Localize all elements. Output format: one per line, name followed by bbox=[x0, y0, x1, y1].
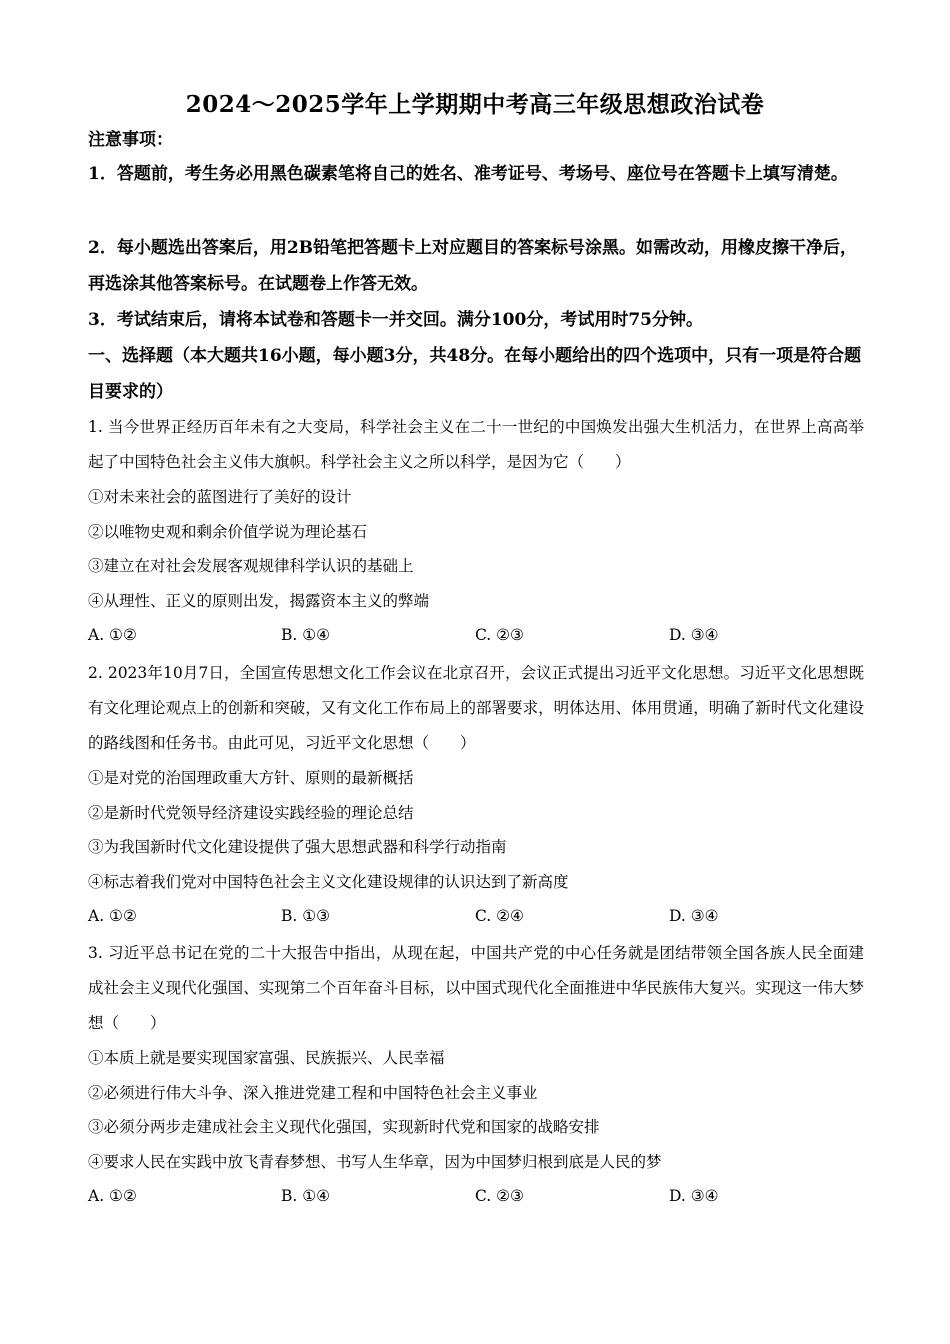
section-heading: 一、选择题（本大题共16小题，每小题3分，共48分。在每小题给出的四个选项中，只有一项是符合题目要求的） bbox=[88, 346, 862, 402]
question-stem: 3. 习近平总书记在党的二十大报告中指出，从现在起，中国共产党的中心任务就是团结带领全国各族人民全面建成社会主义现代化强国、实现第二个百年奋斗目标，以中国式现代化全面推进中华民族伟大复兴。实现这一伟大梦想（ ） bbox=[88, 944, 864, 1032]
choice-d: D. ③④ bbox=[669, 1187, 719, 1205]
question-stem: 2. 2023年10月7日，全国宣传思想文化工作会议在北京召开，会议正式提出习近平文化思想。习近平文化思想既有文化理论观点上的创新和突破，又有文化工作布局上的部署要求，明体达用、体用贯通，明确了新时代文化建设的路线图和任务书。由此可见，习近平文化思想（ ） bbox=[88, 664, 864, 752]
notice-item-3: 3．考试结束后，请将本试卷和答题卡一并交回。满分100分，考试用时75分钟。 bbox=[88, 310, 703, 330]
notice-heading: 注意事项： bbox=[88, 130, 173, 150]
statement-2: ②以唯物史观和剩余价值学说为理论基石 bbox=[88, 522, 368, 541]
answer-choices bbox=[88, 1179, 864, 1213]
choice-b: B. ①③ bbox=[281, 907, 331, 925]
notice-item-1: 1．答题前，考生务必用黑色碳素笔将自己的姓名、准考证号、考场号、座位号在答题卡上填写清楚。 bbox=[88, 164, 848, 184]
choice-a: A. ①② bbox=[88, 907, 137, 925]
choice-a: A. ①② bbox=[88, 1187, 137, 1205]
question-3 bbox=[88, 936, 864, 1213]
question-1 bbox=[88, 410, 864, 652]
statement-1: ①是对党的治国理政重大方针、原则的最新概括 bbox=[88, 769, 414, 787]
choice-d: D. ③④ bbox=[669, 907, 719, 925]
statement-2: ②必须进行伟大斗争、深入推进党建工程和中国特色社会主义事业 bbox=[88, 1083, 538, 1102]
choice-b: B. ①④ bbox=[281, 626, 331, 644]
choice-c: C. ②④ bbox=[475, 907, 524, 925]
answer-choices bbox=[88, 899, 864, 933]
statement-4: ④从理性、正义的原则出发，揭露资本主义的弊端 bbox=[88, 591, 430, 610]
answer-choices bbox=[88, 618, 864, 652]
statement-3: ③为我国新时代文化建设提供了强大思想武器和科学行动指南 bbox=[88, 838, 507, 856]
choice-a: A. ①② bbox=[88, 626, 137, 644]
choice-d: D. ③④ bbox=[669, 626, 719, 644]
question-2 bbox=[88, 656, 864, 933]
statement-1: ①对未来社会的蓝图进行了美好的设计 bbox=[88, 488, 352, 506]
notice-item-2: 2．每小题选出答案后，用2B铅笔把答题卡上对应题目的答案标号涂黑。如需改动，用橡皮擦干净后，再选涂其他答案标号。在试题卷上作答无效。 bbox=[88, 238, 858, 294]
statement-1: ①本质上就是要实现国家富强、民族振兴、人民幸福 bbox=[88, 1049, 445, 1067]
choice-c: C. ②③ bbox=[475, 1187, 524, 1205]
choice-c: C. ②③ bbox=[475, 626, 524, 644]
choice-b: B. ①④ bbox=[281, 1187, 331, 1205]
statement-4: ④标志着我们党对中国特色社会主义文化建设规律的认识达到了新高度 bbox=[88, 872, 569, 891]
statement-4: ④要求人民在实践中放飞青春梦想、书写人生华章，因为中国梦归根到底是人民的梦 bbox=[88, 1152, 662, 1171]
statement-3: ③必须分两步走建成社会主义现代化强国，实现新时代党和国家的战略安排 bbox=[88, 1118, 600, 1136]
statement-2: ②是新时代党领导经济建设实践经验的理论总结 bbox=[88, 803, 414, 822]
statement-3: ③建立在对社会发展客观规律科学认识的基础上 bbox=[88, 557, 414, 575]
question-stem: 1. 当今世界正经历百年未有之大变局，科学社会主义在二十一世纪的中国焕发出强大生机活力，在世界上高高举起了中国特色社会主义伟大旗帜。科学社会主义之所以科学，是因为它（ ） bbox=[88, 418, 864, 471]
exam-title: 2024～2025学年上学期期中考高三年级思想政治试卷 bbox=[185, 91, 765, 118]
